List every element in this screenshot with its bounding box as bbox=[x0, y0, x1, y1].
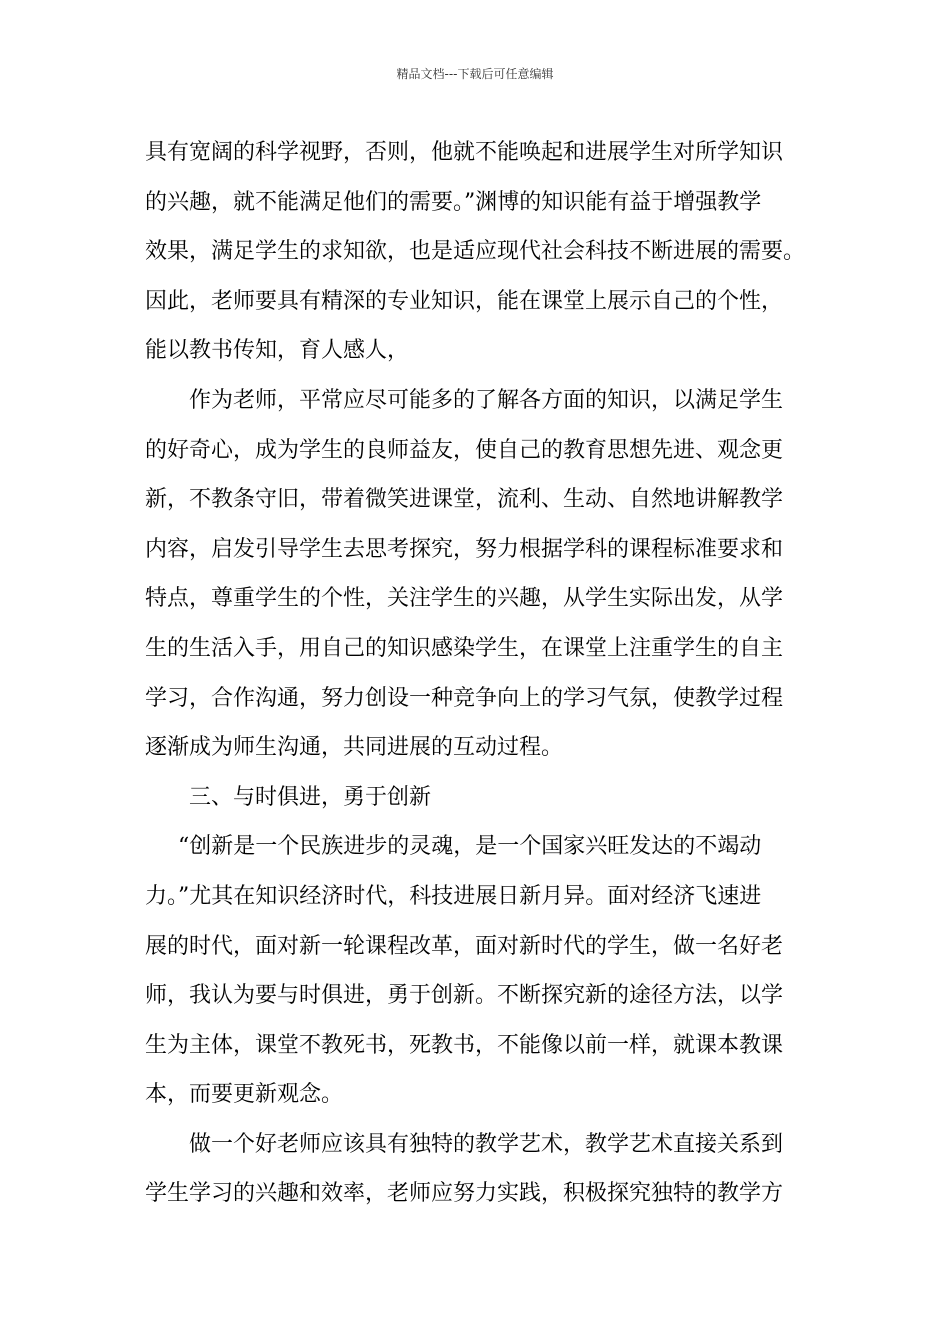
text-line: 效果，满足学生的求知欲，也是适应现代社会科技不断进展的需要。 bbox=[145, 239, 806, 265]
text-line: 的兴趣，就不能满足他们的需要。”渊博的知识能有益于增强教学 bbox=[145, 189, 762, 215]
text-line: 因此，老师要具有精深的专业知识，能在课堂上展示自己的个性， bbox=[145, 288, 784, 314]
text-line: 能以教书传知，育人感人， bbox=[145, 338, 410, 364]
text-line: 力。”尤其在知识经济时代，科技进展日新月异。面对经济飞速进 bbox=[145, 883, 762, 909]
text-line: 新，不教条守旧，带着微笑进课堂，流利、生动、自然地讲解教学 bbox=[145, 487, 784, 513]
text-line: 学习，合作沟通，努力创设一种竞争向上的学习气氛，使教学过程 bbox=[145, 685, 784, 711]
paragraph-first-line: 做一个好老师应该具有独特的教学艺术，教学艺术直接关系到 bbox=[189, 1131, 784, 1157]
text-line: 生的生活入手，用自己的知识感染学生，在课堂上注重学生的自主 bbox=[145, 635, 784, 661]
page-header: 精品文档---下载后可任意编辑 bbox=[396, 67, 554, 81]
text-line: 的好奇心，成为学生的良师益友，使自己的教育思想先进、观念更 bbox=[145, 437, 784, 463]
paragraph-first-line: “创新是一个民族进步的灵魂，是一个国家兴旺发达的不竭动 bbox=[178, 834, 762, 860]
text-line: 本，而要更新观念。 bbox=[145, 1082, 344, 1108]
text-line: 生为主体，课堂不教死书，死教书，不能像以前一样，就课本教课 bbox=[145, 1032, 784, 1058]
section-heading: 三、与时俱进，勇于创新 bbox=[189, 784, 432, 810]
text-line: 学生学习的兴趣和效率，老师应努力实践，积极探究独特的教学方 bbox=[145, 1181, 784, 1207]
text-line: 特点，尊重学生的个性，关注学生的兴趣，从学生实际出发，从学 bbox=[145, 586, 784, 612]
text-line: 逐渐成为师生沟通，共同进展的互动过程。 bbox=[145, 735, 564, 761]
paragraph-first-line: 作为老师，平常应尽可能多的了解各方面的知识，以满足学生 bbox=[189, 387, 784, 413]
text-line: 内容，启发引导学生去思考探究，努力根据学科的课程标准要求和 bbox=[145, 536, 784, 562]
text-line: 展的时代，面对新一轮课程改革，面对新时代的学生，做一名好老 bbox=[145, 933, 784, 959]
body-text bbox=[145, 128, 825, 1219]
text-line: 师，我认为要与时俱进，勇于创新。不断探究新的途径方法，以学 bbox=[145, 983, 784, 1009]
text-line: 具有宽阔的科学视野，否则，他就不能唤起和进展学生对所学知识 bbox=[145, 140, 784, 165]
